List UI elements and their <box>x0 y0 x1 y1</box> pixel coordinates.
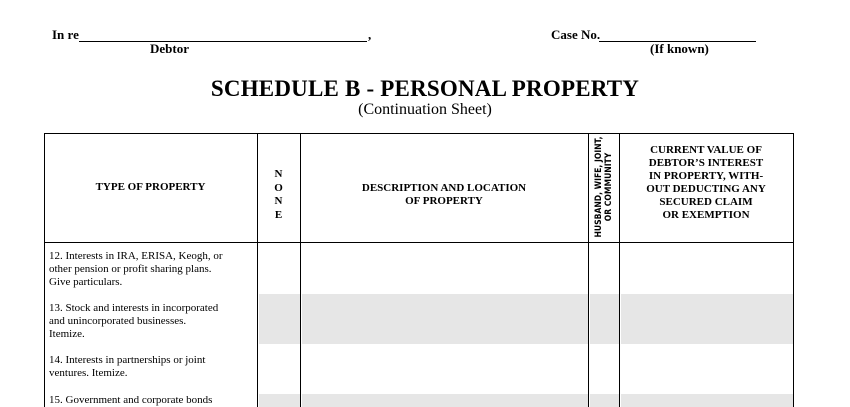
col-header-hwjc <box>594 127 614 247</box>
col-header-value-line2: DEBTOR’S INTEREST <box>648 157 764 169</box>
row-13-line3: Itemize. <box>49 328 85 340</box>
row-12-value-field[interactable] <box>621 244 793 292</box>
table-right-border <box>793 133 794 407</box>
table-col-divider-3 <box>588 133 589 407</box>
row-13-value-field[interactable] <box>621 294 793 344</box>
debtor-label: Debtor <box>150 41 189 56</box>
table-row-15 <box>49 394 254 407</box>
col-header-none <box>257 168 300 222</box>
debtor-name-field[interactable] <box>79 31 367 42</box>
row-13-line2: and unincorporated businesses. <box>49 315 187 327</box>
row-15-desc-field[interactable] <box>302 394 588 407</box>
none-letter-o: O <box>274 181 283 194</box>
row-15-value-field[interactable] <box>621 394 793 407</box>
page-title: SCHEDULE B - PERSONAL PROPERTY <box>210 76 640 101</box>
row-14-hwjc-field[interactable] <box>590 345 619 393</box>
row-14-desc-field[interactable] <box>302 345 588 393</box>
table-row-12 <box>49 250 254 289</box>
row-12-line1: 12. Interests in IRA, ERISA, Keogh, or <box>49 250 223 262</box>
row-15-line1: 15. Government and corporate bonds <box>49 394 213 406</box>
row-12-none-field[interactable] <box>259 244 300 292</box>
col-header-value-line4: OUT DEDUCTING ANY <box>646 183 766 195</box>
table-row-13 <box>49 302 254 341</box>
row-13-hwjc-field[interactable] <box>590 294 619 344</box>
in-re-comma: , <box>368 27 372 42</box>
row-12-line2: other pension or profit sharing plans. <box>49 263 212 275</box>
if-known-label: (If known) <box>650 41 709 56</box>
table-top-border <box>44 133 794 134</box>
table-col-divider-2 <box>300 133 301 407</box>
table-header-border <box>44 242 794 243</box>
table-left-border <box>44 133 45 407</box>
row-12-desc-field[interactable] <box>302 244 588 292</box>
row-14-none-field[interactable] <box>259 345 300 393</box>
row-13-desc-field[interactable] <box>302 294 588 344</box>
page-subtitle: (Continuation Sheet) <box>358 101 492 118</box>
none-letter-e: E <box>274 208 283 221</box>
row-12-hwjc-field[interactable] <box>590 244 619 292</box>
col-header-desc <box>300 182 588 208</box>
case-no-label: Case No. <box>551 27 601 42</box>
in-re-label: In re <box>52 27 79 42</box>
none-letter-n2: N <box>274 195 283 207</box>
row-12-line3: Give particulars. <box>49 276 123 288</box>
col-header-type: TYPE OF PROPERTY <box>95 181 206 193</box>
row-13-line1: 13. Stock and interests in incorporated <box>49 302 219 314</box>
row-13-none-field[interactable] <box>259 294 300 344</box>
col-header-hwjc-line2: OR COMMUNITY <box>604 152 614 222</box>
row-15-none-field[interactable] <box>259 394 300 407</box>
col-header-value-line1: CURRENT VALUE OF <box>650 144 762 156</box>
row-15-hwjc-field[interactable] <box>590 394 619 407</box>
col-header-value <box>619 144 793 222</box>
col-header-desc-line1: DESCRIPTION AND LOCATION <box>361 182 527 194</box>
col-header-value-line6: OR EXEMPTION <box>662 209 750 221</box>
row-14-line2: ventures. Itemize. <box>49 367 128 379</box>
row-14-line1: 14. Interests in partnerships or joint <box>49 354 206 366</box>
table-row-14 <box>49 354 254 380</box>
row-14-value-field[interactable] <box>621 345 793 393</box>
col-header-desc-line2: OF PROPERTY <box>405 195 483 207</box>
col-header-value-line5: SECURED CLAIM <box>659 196 753 208</box>
none-letter-n1: N <box>274 168 283 180</box>
col-header-value-line3: IN PROPERTY, WITH- <box>648 170 764 182</box>
col-header-hwjc-line1: HUSBAND, WIFE, JOINT, <box>594 136 604 238</box>
